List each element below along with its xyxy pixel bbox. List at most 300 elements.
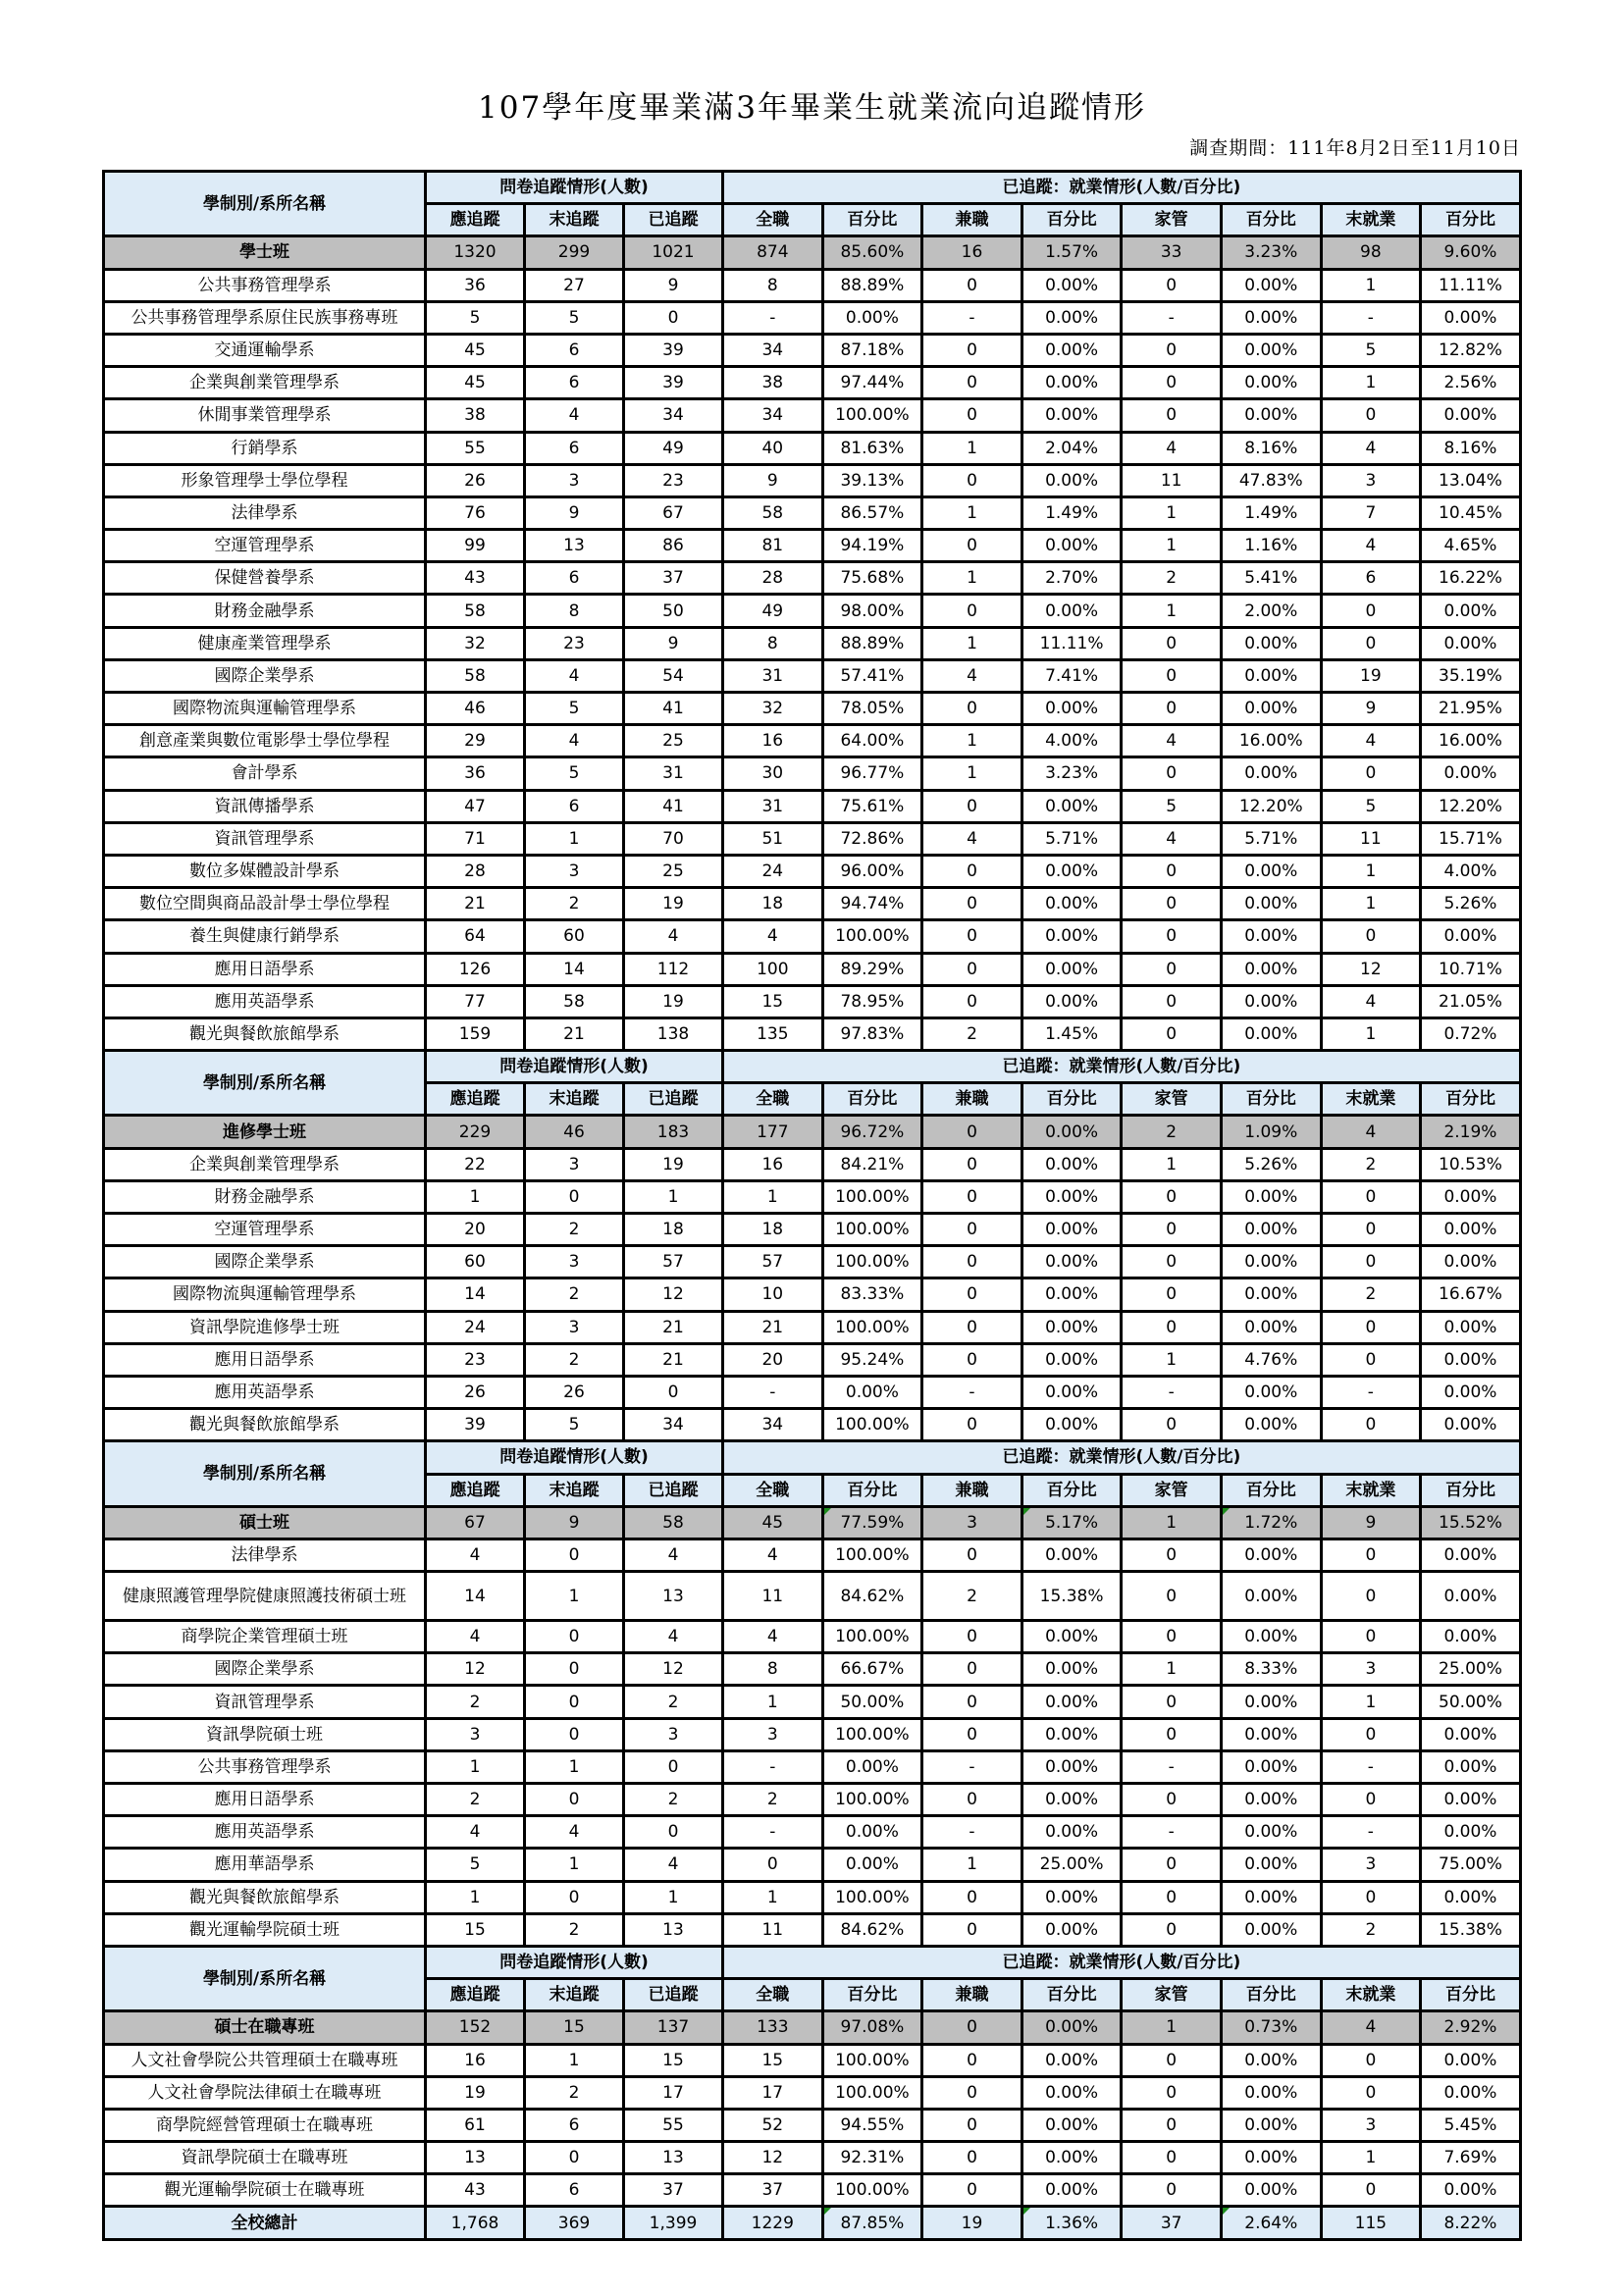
cell-should-track: 64: [426, 920, 525, 953]
cell-unemployed-pct: 50.00%: [1421, 1686, 1521, 1718]
cell-tracked: 19: [624, 1148, 723, 1180]
cell-part-time: 0: [922, 1311, 1022, 1343]
cell-unemployed-pct: 10.53%: [1421, 1148, 1521, 1180]
cell-full-time-pct: 81.63%: [822, 432, 922, 464]
cell-unemployed-pct: 9.60%: [1421, 236, 1521, 269]
department-name: 資訊學院進修學士班: [104, 1311, 426, 1343]
cell-part-time: 0: [922, 1180, 1022, 1213]
cell-not-tracked: 4: [525, 1816, 624, 1849]
cell-full-time: 9: [723, 464, 823, 496]
cell-part-time-pct: 0.00%: [1022, 2142, 1122, 2174]
table-row: [104, 953, 1521, 985]
table-row: [104, 2076, 1521, 2109]
cell-full-time-pct: 97.44%: [822, 367, 922, 399]
cell-part-time-pct: 0.00%: [1022, 1343, 1122, 1376]
cell-part-time: 0: [922, 2011, 1022, 2044]
cell-unemployed: 115: [1321, 2207, 1421, 2239]
cell-tracked: 34: [624, 399, 723, 432]
department-name: 企業與創業管理學系: [104, 367, 426, 399]
cell-part-time-pct: 2.70%: [1022, 562, 1122, 595]
cell-unemployed-pct: 25.00%: [1421, 1653, 1521, 1686]
cell-not-tracked: 9: [525, 1506, 624, 1539]
cell-unemployed: 1: [1321, 1686, 1421, 1718]
cell-full-time: 4: [723, 1539, 823, 1571]
subtotal-row: [104, 1506, 1521, 1539]
cell-homemaker-pct: 0.00%: [1221, 2109, 1321, 2141]
cell-part-time: -: [922, 301, 1022, 334]
column-header-tracked: 已追蹤: [624, 1083, 723, 1116]
cell-homemaker-pct: 0.00%: [1221, 855, 1321, 887]
cell-full-time: 4: [723, 1621, 823, 1653]
cell-not-tracked: 2: [525, 1278, 624, 1311]
cell-should-track: 13: [426, 2142, 525, 2174]
cell-part-time: 3: [922, 1506, 1022, 1539]
column-header-unemployed-pct: 百分比: [1421, 1083, 1521, 1116]
cell-homemaker-pct: 0.00%: [1221, 1572, 1321, 1621]
cell-part-time: 0: [922, 1718, 1022, 1750]
cell-unemployed-pct: 7.69%: [1421, 2142, 1521, 2174]
cell-should-track: 29: [426, 725, 525, 757]
cell-homemaker: 0: [1122, 1278, 1222, 1311]
department-name: 商學院經營管理碩士在職專班: [104, 2109, 426, 2141]
column-header-homemaker-pct: 百分比: [1221, 1474, 1321, 1506]
cell-part-time-pct: 11.11%: [1022, 627, 1122, 659]
cell-homemaker-pct: 1.16%: [1221, 530, 1321, 562]
cell-part-time: 0: [922, 2174, 1022, 2207]
cell-full-time: 34: [723, 399, 823, 432]
table-row: [104, 530, 1521, 562]
cell-unemployed: 0: [1321, 1881, 1421, 1913]
cell-not-tracked: 15: [525, 2011, 624, 2044]
cell-part-time-pct: 0.00%: [1022, 1816, 1122, 1849]
cell-homemaker-pct: 5.26%: [1221, 1148, 1321, 1180]
cell-homemaker: -: [1122, 1816, 1222, 1849]
cell-unemployed-pct: 8.16%: [1421, 432, 1521, 464]
cell-unemployed-pct: 0.00%: [1421, 301, 1521, 334]
cell-unemployed-pct: 0.00%: [1421, 2044, 1521, 2076]
cell-unemployed: 0: [1321, 1246, 1421, 1278]
table-row: [104, 2044, 1521, 2076]
cell-homemaker: 1: [1122, 1653, 1222, 1686]
cell-homemaker-pct: 0.00%: [1221, 1621, 1321, 1653]
cell-not-tracked: 13: [525, 530, 624, 562]
table-row: [104, 1572, 1521, 1621]
cell-full-time-pct: 100.00%: [822, 920, 922, 953]
cell-unemployed: 0: [1321, 2076, 1421, 2109]
cell-unemployed-pct: 0.00%: [1421, 1621, 1521, 1653]
cell-homemaker: 2: [1122, 1116, 1222, 1148]
column-header-part-time: 兼職: [922, 1083, 1022, 1116]
table-row: [104, 1750, 1521, 1783]
cell-not-tracked: 27: [525, 269, 624, 301]
cell-full-time-pct: 86.57%: [822, 496, 922, 529]
cell-should-track: 28: [426, 855, 525, 887]
cell-unemployed: -: [1321, 1816, 1421, 1849]
cell-full-time-pct: 75.68%: [822, 562, 922, 595]
survey-period: 調查期間：111年8月2日至11月10日: [1189, 137, 1521, 159]
department-name: 人文社會學院法律碩士在職專班: [104, 2076, 426, 2109]
department-name: 資訊學院碩士班: [104, 1718, 426, 1750]
cell-unemployed-pct: 0.00%: [1421, 1311, 1521, 1343]
cell-should-track: 26: [426, 1376, 525, 1408]
table-row: [104, 595, 1521, 627]
department-name: 財務金融學系: [104, 595, 426, 627]
department-name: 公共事務管理學系: [104, 1750, 426, 1783]
column-header-unemployed-pct: 百分比: [1421, 1979, 1521, 2011]
department-name: 資訊傳播學系: [104, 790, 426, 822]
cell-part-time: 0: [922, 1686, 1022, 1718]
cell-not-tracked: 1: [525, 1750, 624, 1783]
column-header-should-track: 應追蹤: [426, 1474, 525, 1506]
column-header-should-track: 應追蹤: [426, 1979, 525, 2011]
employment-tracking-table: [102, 170, 1522, 2241]
cell-homemaker-pct: 0.00%: [1221, 1849, 1321, 1881]
cell-tracked: 34: [624, 1409, 723, 1441]
cell-tracked: 86: [624, 530, 723, 562]
cell-tracked: 21: [624, 1343, 723, 1376]
cell-full-time-pct: 85.60%: [822, 236, 922, 269]
cell-homemaker: 1: [1122, 595, 1222, 627]
column-header-full-time: 全職: [723, 1979, 823, 2011]
cell-unemployed: 0: [1321, 1311, 1421, 1343]
cell-not-tracked: 9: [525, 496, 624, 529]
cell-full-time-pct: 0.00%: [822, 1816, 922, 1849]
cell-full-time: 52: [723, 2109, 823, 2141]
cell-homemaker-pct: 0.00%: [1221, 269, 1321, 301]
cell-full-time: 15: [723, 985, 823, 1017]
cell-should-track: 23: [426, 1343, 525, 1376]
cell-homemaker-pct: 0.00%: [1221, 334, 1321, 366]
table-row: [104, 562, 1521, 595]
cell-part-time: 0: [922, 888, 1022, 920]
table-row: [104, 855, 1521, 887]
cell-part-time-pct: 0.00%: [1022, 301, 1122, 334]
cell-not-tracked: 1: [525, 1849, 624, 1881]
department-name: 數位多媒體設計學系: [104, 855, 426, 887]
cell-homemaker: 0: [1122, 1409, 1222, 1441]
department-name: 行銷學系: [104, 432, 426, 464]
cell-tracked: 41: [624, 693, 723, 725]
department-name: 觀光運輸學院碩士班: [104, 1913, 426, 1946]
cell-unemployed: 0: [1321, 1180, 1421, 1213]
cell-full-time: 1: [723, 1881, 823, 1913]
cell-tracked: 55: [624, 2109, 723, 2141]
cell-homemaker: 0: [1122, 757, 1222, 790]
cell-full-time: 100: [723, 953, 823, 985]
cell-full-time-pct: 84.21%: [822, 1148, 922, 1180]
survey-group-header: 問卷追蹤情形(人數): [426, 1441, 723, 1474]
cell-tracked: 58: [624, 1506, 723, 1539]
cell-not-tracked: 5: [525, 1409, 624, 1441]
cell-should-track: 12: [426, 1653, 525, 1686]
cell-unemployed: 0: [1321, 1343, 1421, 1376]
cell-unemployed-pct: 12.82%: [1421, 334, 1521, 366]
cell-part-time: 0: [922, 2076, 1022, 2109]
cell-full-time-pct: 100.00%: [822, 1881, 922, 1913]
cell-part-time: 0: [922, 693, 1022, 725]
cell-part-time: 1: [922, 725, 1022, 757]
department-name: 應用日語學系: [104, 953, 426, 985]
cell-unemployed: -: [1321, 1376, 1421, 1408]
cell-part-time-pct: 0.00%: [1022, 2044, 1122, 2076]
cell-not-tracked: 6: [525, 562, 624, 595]
cell-not-tracked: 2: [525, 888, 624, 920]
cell-should-track: 16: [426, 2044, 525, 2076]
department-name: 觀光與餐飲旅館學系: [104, 1017, 426, 1050]
table-body: [104, 172, 1521, 2240]
cell-tracked: 1021: [624, 236, 723, 269]
cell-unemployed: 1: [1321, 855, 1421, 887]
cell-not-tracked: 6: [525, 432, 624, 464]
cell-tracked: 1: [624, 1180, 723, 1213]
cell-full-time-pct: 100.00%: [822, 2044, 922, 2076]
cell-full-time-pct: 94.55%: [822, 2109, 922, 2141]
cell-full-time-pct: 100.00%: [822, 1311, 922, 1343]
table-row: [104, 822, 1521, 855]
department-name: 碩士在職專班: [104, 2011, 426, 2044]
cell-not-tracked: 8: [525, 595, 624, 627]
cell-tracked: 39: [624, 334, 723, 366]
cell-unemployed-pct: 4.65%: [1421, 530, 1521, 562]
cell-unemployed-pct: 0.00%: [1421, 1214, 1521, 1246]
page-title: 107學年度畢業滿3年畢業生就業流向追蹤情形: [478, 90, 1146, 126]
grand-total-row: [104, 2207, 1521, 2239]
cell-part-time: 16: [922, 236, 1022, 269]
cell-part-time: 1: [922, 562, 1022, 595]
department-name: 商學院企業管理碩士班: [104, 1621, 426, 1653]
cell-part-time: 4: [922, 822, 1022, 855]
cell-full-time: 21: [723, 1311, 823, 1343]
cell-part-time-pct: 0.00%: [1022, 1881, 1122, 1913]
cell-full-time: 8: [723, 269, 823, 301]
department-name: 人文社會學院公共管理碩士在職專班: [104, 2044, 426, 2076]
department-name: 數位空間與商品設計學士學位學程: [104, 888, 426, 920]
department-name: 空運管理學系: [104, 530, 426, 562]
cell-should-track: 126: [426, 953, 525, 985]
cell-not-tracked: 6: [525, 2174, 624, 2207]
cell-part-time: 1: [922, 627, 1022, 659]
cell-full-time-pct: 0.00%: [822, 1376, 922, 1408]
cell-should-track: 60: [426, 1246, 525, 1278]
cell-homemaker: 0: [1122, 1881, 1222, 1913]
cell-homemaker: 0: [1122, 1017, 1222, 1050]
cell-unemployed: 0: [1321, 1718, 1421, 1750]
column-header-homemaker: 家管: [1122, 1474, 1222, 1506]
cell-unemployed: -: [1321, 1750, 1421, 1783]
cell-part-time: 0: [922, 595, 1022, 627]
cell-homemaker-pct: 0.00%: [1221, 888, 1321, 920]
cell-homemaker: 0: [1122, 367, 1222, 399]
cell-should-track: 45: [426, 334, 525, 366]
cell-unemployed: 7: [1321, 496, 1421, 529]
cell-part-time: 0: [922, 367, 1022, 399]
table-row: [104, 269, 1521, 301]
cell-homemaker-pct: 0.00%: [1221, 367, 1321, 399]
table-row: [104, 1148, 1521, 1180]
cell-homemaker-pct: 47.83%: [1221, 464, 1321, 496]
cell-part-time: 0: [922, 2142, 1022, 2174]
column-header-unemployed: 末就業: [1321, 1979, 1421, 2011]
cell-part-time-pct: 0.00%: [1022, 2076, 1122, 2109]
cell-tracked: 54: [624, 659, 723, 692]
cell-tracked: 183: [624, 1116, 723, 1148]
cell-full-time-pct: 75.61%: [822, 790, 922, 822]
column-header-unemployed-pct: 百分比: [1421, 1474, 1521, 1506]
cell-part-time: 0: [922, 2109, 1022, 2141]
cell-full-time-pct: 100.00%: [822, 2174, 922, 2207]
cell-homemaker: -: [1122, 301, 1222, 334]
table-row: [104, 888, 1521, 920]
table-row: [104, 725, 1521, 757]
cell-should-track: 47: [426, 790, 525, 822]
cell-part-time-pct: 0.00%: [1022, 1376, 1122, 1408]
cell-homemaker-pct: 12.20%: [1221, 790, 1321, 822]
cell-tracked: 12: [624, 1653, 723, 1686]
cell-homemaker-pct: 8.33%: [1221, 1653, 1321, 1686]
cell-tracked: 1,399: [624, 2207, 723, 2239]
cell-unemployed: 4: [1321, 530, 1421, 562]
cell-unemployed: 0: [1321, 2174, 1421, 2207]
column-header-part-time-pct: 百分比: [1022, 1083, 1122, 1116]
cell-should-track: 152: [426, 2011, 525, 2044]
column-header-part-time: 兼職: [922, 1979, 1022, 2011]
column-header-not-tracked: 末追蹤: [525, 1979, 624, 2011]
department-name: 空運管理學系: [104, 1214, 426, 1246]
cell-part-time-pct: 0.00%: [1022, 2109, 1122, 2141]
cell-homemaker-pct: 0.00%: [1221, 1409, 1321, 1441]
cell-full-time-pct: 100.00%: [822, 1784, 922, 1816]
cell-part-time-pct: 0.00%: [1022, 1750, 1122, 1783]
cell-full-time-pct: 84.62%: [822, 1572, 922, 1621]
table-row: [104, 1278, 1521, 1311]
cell-full-time: 81: [723, 530, 823, 562]
cell-should-track: 71: [426, 822, 525, 855]
cell-part-time-pct: 0.00%: [1022, 888, 1122, 920]
cell-homemaker: 0: [1122, 1539, 1222, 1571]
department-name: 養生與健康行銷學系: [104, 920, 426, 953]
column-header-homemaker-pct: 百分比: [1221, 204, 1321, 236]
cell-homemaker-pct: 0.00%: [1221, 693, 1321, 725]
cell-tracked: 70: [624, 822, 723, 855]
cell-full-time-pct: 88.89%: [822, 627, 922, 659]
department-name: 應用華語學系: [104, 1849, 426, 1881]
cell-not-tracked: 3: [525, 1311, 624, 1343]
department-name: 應用英語學系: [104, 1376, 426, 1408]
cell-homemaker: 4: [1122, 725, 1222, 757]
subtotal-row: [104, 1116, 1521, 1148]
cell-full-time: 8: [723, 627, 823, 659]
cell-not-tracked: 6: [525, 2109, 624, 2141]
cell-part-time-pct: 0.00%: [1022, 1913, 1122, 1946]
cell-full-time-pct: 0.00%: [822, 1750, 922, 1783]
cell-part-time-pct: 0.00%: [1022, 1246, 1122, 1278]
column-header-part-time-pct: 百分比: [1022, 1979, 1122, 2011]
cell-full-time-pct: 98.00%: [822, 595, 922, 627]
cell-full-time-pct: 100.00%: [822, 1180, 922, 1213]
cell-not-tracked: 0: [525, 1180, 624, 1213]
cell-full-time-pct: 96.77%: [822, 757, 922, 790]
cell-not-tracked: 2: [525, 1214, 624, 1246]
cell-part-time-pct: 0.00%: [1022, 1686, 1122, 1718]
cell-homemaker: 0: [1122, 269, 1222, 301]
department-name: 國際企業學系: [104, 1653, 426, 1686]
cell-full-time: 18: [723, 888, 823, 920]
cell-homemaker-pct: 0.00%: [1221, 1686, 1321, 1718]
cell-homemaker: 1: [1122, 1506, 1222, 1539]
cell-unemployed: 9: [1321, 693, 1421, 725]
department-name: 財務金融學系: [104, 1180, 426, 1213]
column-header-full-time-pct: 百分比: [822, 1083, 922, 1116]
table-row: [104, 1653, 1521, 1686]
table-row: [104, 1180, 1521, 1213]
cell-part-time: 0: [922, 334, 1022, 366]
cell-part-time: 0: [922, 1148, 1022, 1180]
column-header-full-time-pct: 百分比: [822, 1979, 922, 2011]
department-name: 健康產業管理學系: [104, 627, 426, 659]
cell-not-tracked: 6: [525, 367, 624, 399]
cell-unemployed: 11: [1321, 822, 1421, 855]
cell-should-track: 43: [426, 562, 525, 595]
cell-full-time: 2: [723, 1784, 823, 1816]
cell-full-time: -: [723, 1750, 823, 1783]
table-row: [104, 627, 1521, 659]
cell-unemployed-pct: 0.00%: [1421, 1246, 1521, 1278]
cell-homemaker-pct: 4.76%: [1221, 1343, 1321, 1376]
cell-part-time: 0: [922, 1913, 1022, 1946]
cell-should-track: 1: [426, 1881, 525, 1913]
department-name: 休閒事業管理學系: [104, 399, 426, 432]
cell-part-time: 0: [922, 1409, 1022, 1441]
cell-unemployed: -: [1321, 301, 1421, 334]
cell-part-time: 0: [922, 530, 1022, 562]
cell-unemployed: 12: [1321, 953, 1421, 985]
cell-full-time: 16: [723, 725, 823, 757]
column-header-full-time-pct: 百分比: [822, 204, 922, 236]
cell-should-track: 4: [426, 1621, 525, 1653]
table-row: [104, 1881, 1521, 1913]
cell-homemaker-pct: 0.00%: [1221, 1376, 1321, 1408]
table-row: [104, 2142, 1521, 2174]
table-row: [104, 920, 1521, 953]
cell-not-tracked: 26: [525, 1376, 624, 1408]
cell-part-time-pct: 0.00%: [1022, 1148, 1122, 1180]
column-header-not-tracked: 末追蹤: [525, 1474, 624, 1506]
cell-unemployed: 0: [1321, 1621, 1421, 1653]
cell-part-time-pct: 0.00%: [1022, 1311, 1122, 1343]
cell-not-tracked: 60: [525, 920, 624, 953]
department-name: 應用英語學系: [104, 1816, 426, 1849]
table-row: [104, 659, 1521, 692]
cell-homemaker-pct: 0.00%: [1221, 757, 1321, 790]
cell-homemaker: 1: [1122, 1343, 1222, 1376]
cell-not-tracked: 5: [525, 757, 624, 790]
cell-homemaker-pct: 0.00%: [1221, 1311, 1321, 1343]
cell-part-time: 1: [922, 1849, 1022, 1881]
cell-not-tracked: 0: [525, 1621, 624, 1653]
table-row: [104, 1311, 1521, 1343]
subtotal-row: [104, 2011, 1521, 2044]
cell-full-time-pct: 88.89%: [822, 269, 922, 301]
cell-unemployed-pct: 0.00%: [1421, 399, 1521, 432]
cell-should-track: 55: [426, 432, 525, 464]
cell-homemaker: 0: [1122, 1311, 1222, 1343]
cell-not-tracked: 369: [525, 2207, 624, 2239]
cell-not-tracked: 3: [525, 1246, 624, 1278]
cell-tracked: 137: [624, 2011, 723, 2044]
cell-unemployed-pct: 16.67%: [1421, 1278, 1521, 1311]
cell-full-time: 28: [723, 562, 823, 595]
cell-unemployed: 3: [1321, 1849, 1421, 1881]
